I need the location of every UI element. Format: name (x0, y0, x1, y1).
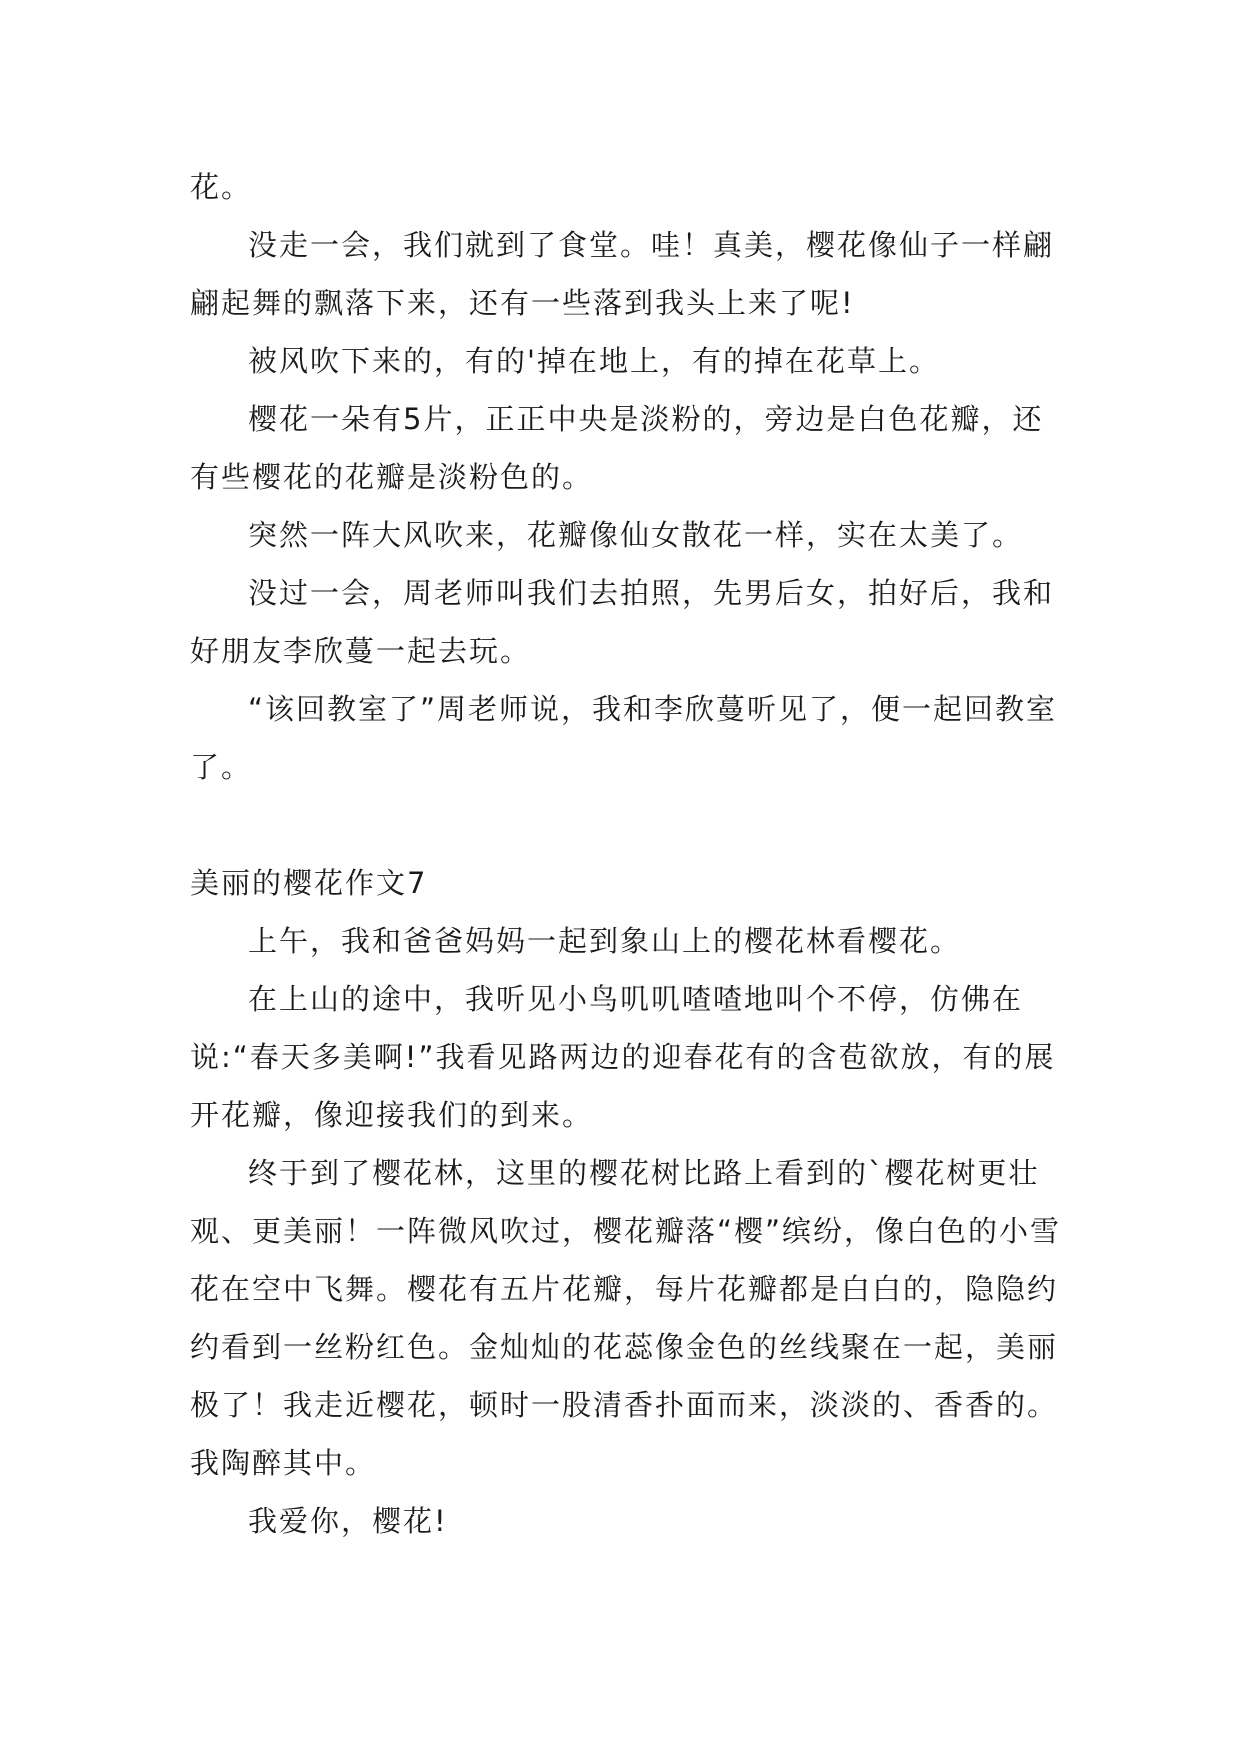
paragraph: 突然一阵大风吹来，花瓣像仙女散花一样，实在太美了。 (248, 518, 1024, 552)
paragraph: 被风吹下来的，有的'掉在地上，有的掉在花草上。 (248, 344, 940, 378)
paragraph: 没走一会，我们就到了食堂。哇！真美，樱花像仙子一样翩翩起舞的飘落下来，还有一些落到我头上来了呢! (190, 228, 1055, 320)
paragraph: 我爱你，樱花! (248, 1504, 448, 1538)
paragraph: “该回教室了”周老师说，我和李欣蔓听见了，便一起回教室了。 (190, 692, 1058, 784)
paragraph: 在上山的途中，我听见小鸟叽叽喳喳地叫个不停，仿佛在说:“春天多美啊!”我看见路两边的迎春花有的含苞欲放，有的展开花瓣，像迎接我们的到来。 (190, 982, 1056, 1132)
paragraph: 终于到了樱花林，这里的樱花树比路上看到的`樱花树更壮观、更美丽！一阵微风吹过，樱花瓣落“樱”缤纷，像白色的小雪花在空中飞舞。樱花有五片花瓣，每片花瓣都是白白的，隐隐约约看到一丝粉红色。金灿灿的花蕊像金色的丝线聚在一起，美丽极了！我走近樱花，顿时一股清香扑面而来，淡淡的、香香的。我陶醉其中。 (190, 1156, 1062, 1480)
document-body (190, 158, 1070, 1550)
paragraph: 樱花一朵有5片，正正中央是淡粉的，旁边是白色花瓣，还有些樱花的花瓣是淡粉色的。 (190, 402, 1044, 494)
essay-title: 美丽的樱花作文7 (190, 866, 428, 900)
section-spacer (190, 796, 1070, 854)
paragraph: 没过一会，周老师叫我们去拍照，先男后女，拍好后，我和好朋友李欣蔓一起去玩。 (190, 576, 1055, 668)
paragraph-continuation: 花。 (190, 170, 253, 204)
paragraph: 上午，我和爸爸妈妈一起到象山上的樱花林看樱花。 (248, 924, 962, 958)
